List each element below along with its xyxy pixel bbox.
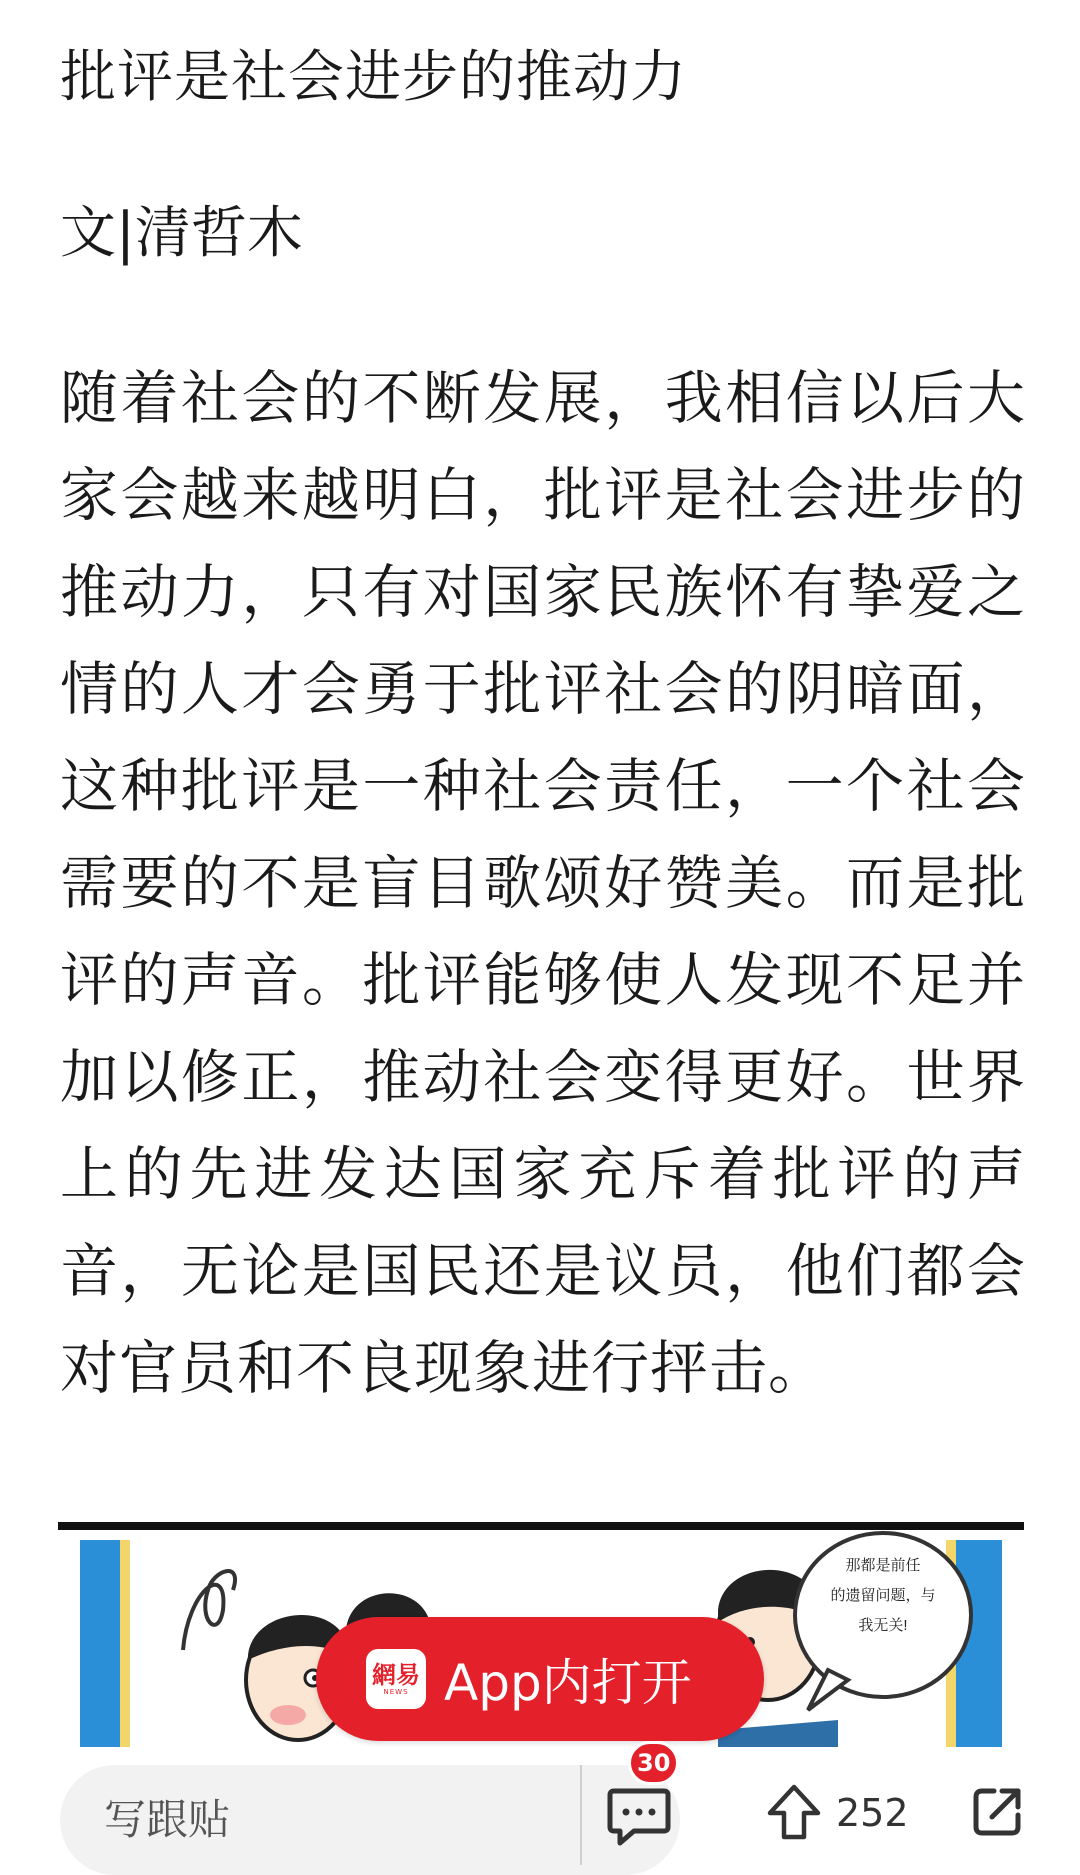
open-in-app-label: App内打开 [444,1654,692,1712]
article-body: 随着社会的不断发展，我相信以后大家会越来越明白，批评是社会进步的推动力，只有对国家民族怀有挚爱之情的人才会勇于批评社会的阴暗面，这种批评是一种社会责任，一个社会需要的不是盲目歌颂好赞美。而是批评的声音。批评能够使人发现不足并加以修正，推动社会变得更好。世界上的先进发达国家充斥着批评的声音，无论是国民还是议员，他们都会对官员和不良现象进行抨击。 [60,364,1026,1402]
comment-count-badge: 30 [628,1741,679,1785]
comment-button[interactable] [604,1781,674,1851]
reply-divider [580,1765,582,1865]
reply-placeholder: 写跟贴 [104,1795,231,1844]
article-byline: 文|清哲木 [60,201,303,266]
speech-bubble-line-2: 的遗留问题，与 [830,1587,936,1604]
upvote-count: 252 [836,1791,909,1835]
share-icon [970,1783,1026,1839]
article-title: 批评是社会进步的推动力 [60,45,687,110]
speech-bubble-line-3: 我无关! [858,1617,908,1634]
app-logo-text: 網易 [372,1661,420,1689]
upvote-arrow-icon [764,1781,824,1841]
open-in-app-button[interactable] [316,1617,764,1741]
speech-bubble-line-1: 那都是前任 [845,1557,921,1574]
comment-icon [604,1781,674,1851]
app-logo-subtext: NEWS [383,1688,409,1696]
upvote-button[interactable] [764,1781,824,1841]
share-button[interactable] [970,1783,1026,1839]
reply-input[interactable] [60,1765,680,1875]
bottom-bar [0,1747,1080,1844]
netease-news-logo-icon [366,1649,426,1709]
